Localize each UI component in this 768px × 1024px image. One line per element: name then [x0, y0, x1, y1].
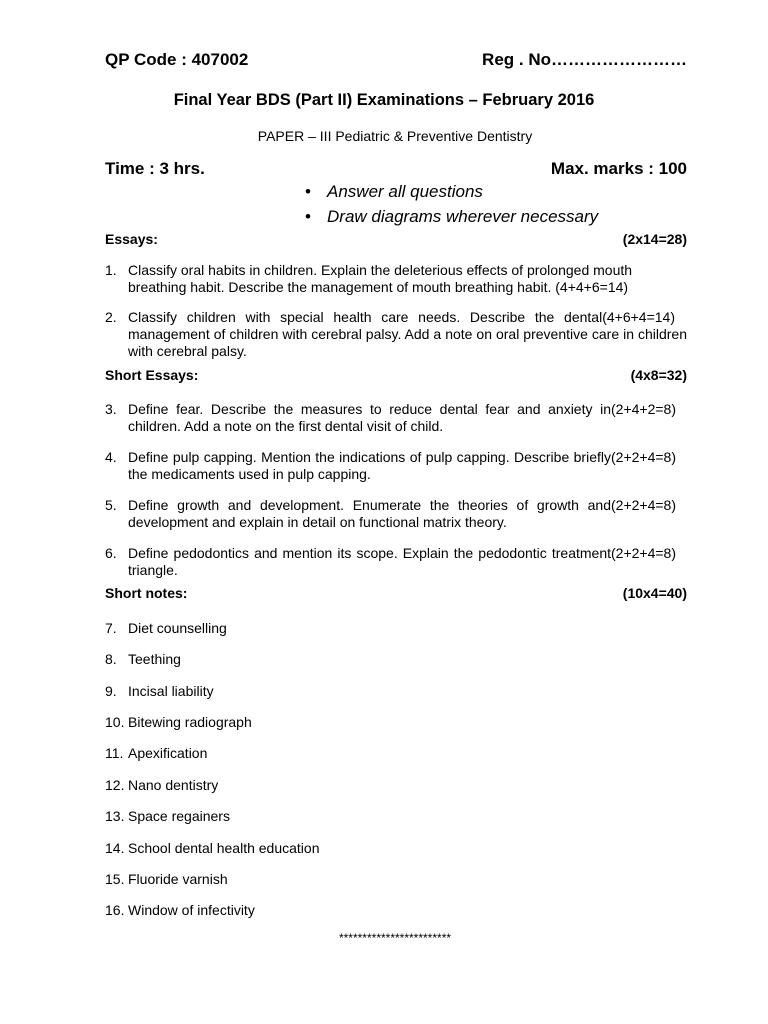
note-text: Nano dentistry — [128, 777, 219, 793]
question-text: Define pulp capping. Mention the indications of pulp capping. Describe briefly the medicaments used in pulp capping. — [128, 449, 611, 482]
question-text: Define growth and development. Enumerate the theories of growth and development and explain in detail on functional matrix theory. — [128, 497, 611, 530]
question-number: 1. — [105, 262, 117, 278]
note-number: 13. — [105, 808, 125, 824]
note-item — [105, 902, 255, 918]
question-text: Classify oral habits in children. Explain the deleterious effects of prolonged mouth breathing habit. Describe the management of mouth breathing habit. (4+4+6=14) — [128, 262, 633, 295]
reg-no: Reg . No…………………… — [482, 50, 687, 69]
note-item — [105, 683, 214, 699]
question-text: Classify children with special health care needs. Describe the dental management of children with cerebral palsy. Add a note on oral preventive care in children with cerebral palsy. — [128, 309, 687, 359]
note-text: School dental health education — [128, 840, 320, 856]
note-text: Bitewing radiograph — [128, 714, 252, 730]
section-marks: (4x8=32) — [630, 367, 687, 383]
instruction-text: Answer all questions — [327, 182, 483, 201]
note-item — [105, 745, 207, 761]
note-item — [105, 840, 319, 856]
max-marks: Max. marks : 100 — [550, 159, 687, 178]
question-item — [105, 262, 687, 296]
question-number: 3. — [105, 401, 117, 417]
time-row — [105, 159, 687, 179]
note-item — [105, 871, 228, 887]
note-text: Teething — [128, 651, 181, 667]
question-item — [105, 545, 687, 579]
paper-name: PAPER – III Pediatric & Preventive Dentistry — [257, 128, 533, 144]
note-text: Apexification — [128, 745, 208, 761]
section-title: Essays: — [105, 231, 158, 247]
time-allowed: Time : 3 hrs. — [105, 159, 205, 178]
note-item — [105, 620, 227, 636]
bullet-icon: • — [305, 182, 311, 201]
note-text: Diet counselling — [128, 620, 227, 636]
note-item — [105, 651, 181, 667]
note-text: Incisal liability — [128, 683, 214, 699]
note-number: 7. — [105, 620, 117, 636]
section-heading-short-essays — [105, 367, 687, 383]
question-number: 4. — [105, 449, 117, 465]
section-heading-essays — [105, 231, 687, 247]
section-marks: (2x14=28) — [622, 231, 687, 247]
note-number: 10. — [105, 714, 125, 730]
note-number: 16. — [105, 902, 125, 918]
footer-stars: ************************ — [338, 931, 452, 945]
note-item — [105, 714, 252, 730]
bullet-icon: • — [305, 207, 311, 226]
note-number: 12. — [105, 777, 125, 793]
question-marks: (2+2+4=8) — [611, 545, 676, 561]
instruction-item — [305, 207, 598, 227]
question-item — [105, 449, 687, 483]
question-marks: (4+6+4=14) — [602, 309, 675, 325]
note-number: 9. — [105, 683, 117, 699]
question-item — [105, 309, 687, 360]
question-item — [105, 401, 687, 435]
note-number: 11. — [105, 745, 124, 761]
note-number: 15. — [105, 871, 125, 887]
note-number: 8. — [105, 651, 117, 667]
exam-title: Final Year BDS (Part II) Examinations – February 2016 — [173, 91, 595, 109]
question-text: Define pedodontics and mention its scope. Explain the pedodontic treatment triangle. — [128, 545, 611, 578]
question-text: Define fear. Describe the measures to reduce dental fear and anxiety in children. Add a note on the first dental visit of child. — [128, 401, 611, 434]
question-marks: (2+2+4=8) — [611, 497, 676, 513]
question-item — [105, 497, 687, 531]
section-title: Short notes: — [105, 585, 188, 601]
question-marks: (2+4+2=8) — [611, 401, 676, 417]
question-number: 2. — [105, 309, 117, 325]
section-marks: (10x4=40) — [622, 585, 687, 601]
instruction-item — [305, 182, 483, 202]
question-number: 6. — [105, 545, 117, 561]
section-heading-short-notes — [105, 585, 687, 601]
note-text: Window of infectivity — [128, 902, 255, 918]
note-item — [105, 777, 218, 793]
question-marks: (2+2+4=8) — [611, 449, 676, 465]
note-number: 14. — [105, 840, 125, 856]
qp-code: QP Code : 407002 — [105, 50, 249, 69]
note-text: Fluoride varnish — [128, 871, 228, 887]
note-item — [105, 808, 230, 824]
header-row — [105, 50, 687, 70]
note-text: Space regainers — [128, 808, 230, 824]
question-number: 5. — [105, 497, 117, 513]
section-title: Short Essays: — [105, 367, 199, 383]
instruction-text: Draw diagrams wherever necessary — [327, 207, 599, 226]
